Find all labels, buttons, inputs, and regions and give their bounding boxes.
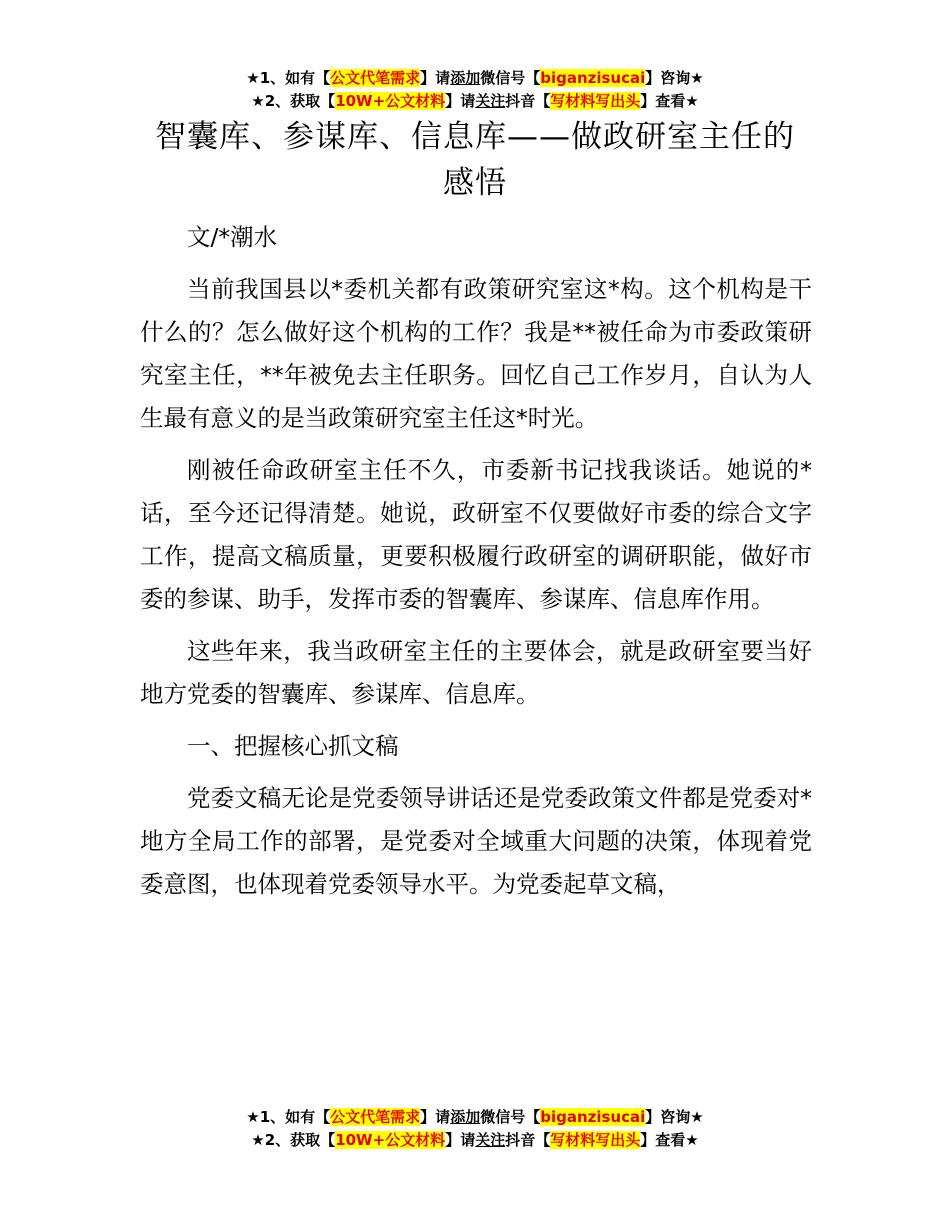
- footer-line-1-highlight-1: 公文代笔需求: [330, 1108, 421, 1126]
- footer-line-1-highlight-2: biganzisucai: [540, 1108, 646, 1126]
- body-paragraph: 刚被任命政研室主任不久，市委新书记找我谈话。她说的*话，至今还记得清楚。她说，政研室不仅要做好市委的综合文字工作，提高文稿质量，更要积极履行政研室的调研职能，做好市委的参谋、助手，发挥市委的智囊库、参谋库、信息库作用。: [140, 456, 812, 613]
- header-line-2: [0, 90, 950, 113]
- document-title: 智囊库、参谋库、信息库——做政研室主任的感悟: [155, 119, 795, 201]
- footer-banner: [0, 1106, 950, 1152]
- document-body: [140, 216, 812, 915]
- header-line-1-pre: ★1、如有【: [246, 69, 331, 87]
- author-line: 文/*潮水: [187, 223, 278, 251]
- header-line-1: [0, 67, 950, 90]
- footer-line-2-mid-1: 】请: [445, 1131, 476, 1149]
- header-line-1-highlight-2: biganzisucai: [540, 69, 646, 87]
- header-line-2-mid-2: 抖音【: [505, 92, 551, 110]
- footer-line-2-mid-2: 抖音【: [505, 1131, 551, 1149]
- section-heading: 一、把握核心抓文稿: [187, 732, 399, 760]
- footer-line-1-post: 】咨询★: [645, 1108, 704, 1126]
- body-paragraph: 这些年来，我当政研室主任的主要体会，就是政研室要当好地方党委的智囊库、参谋库、信息库。: [140, 637, 812, 708]
- header-line-2-underlined: 关注: [475, 92, 506, 110]
- footer-line-1-mid-2: 微信号【: [480, 1108, 541, 1126]
- header-banner: [0, 67, 950, 113]
- footer-line-2-highlight-2: 写材料写出头: [550, 1131, 641, 1149]
- footer-line-2-pre: ★2、获取【: [251, 1131, 336, 1149]
- footer-line-1: [0, 1106, 950, 1129]
- header-line-1-underlined: 添加: [450, 69, 481, 87]
- footer-line-2-underlined: 关注: [475, 1131, 506, 1149]
- header-line-1-mid-1: 】请: [420, 69, 451, 87]
- header-line-1-mid-2: 微信号【: [480, 69, 541, 87]
- header-line-1-post: 】咨询★: [645, 69, 704, 87]
- header-line-2-post: 】查看★: [640, 92, 699, 110]
- footer-line-2-highlight-1: 10W+公文材料: [335, 1131, 446, 1149]
- footer-line-1-mid-1: 】请: [420, 1108, 451, 1126]
- footer-line-1-underlined: 添加: [450, 1108, 481, 1126]
- body-paragraph: 党委文稿无论是党委领导讲话还是党委政策文件都是党委对*地方全局工作的部署，是党委对全域重大问题的决策，体现着党委意图，也体现着党委领导水平。为党委起草文稿，: [140, 784, 812, 898]
- header-line-2-highlight-2: 写材料写出头: [550, 92, 641, 110]
- footer-line-2-post: 】查看★: [640, 1131, 699, 1149]
- header-line-2-highlight-1: 10W+公文材料: [335, 92, 446, 110]
- header-line-1-highlight-1: 公文代笔需求: [330, 69, 421, 87]
- body-paragraph: 当前我国县以*委机关都有政策研究室这*构。这个机构是干什么的？怎么做好这个机构的工作？我是**被任命为市委政策研究室主任，**年被免去主任职务。回忆自己工作岁月，自认为人生最有意义的是当政策研究室主任这*时光。: [140, 275, 812, 432]
- footer-line-1-pre: ★1、如有【: [246, 1108, 331, 1126]
- header-line-2-mid-1: 】请: [445, 92, 476, 110]
- footer-line-2: [0, 1129, 950, 1152]
- header-line-2-pre: ★2、获取【: [251, 92, 336, 110]
